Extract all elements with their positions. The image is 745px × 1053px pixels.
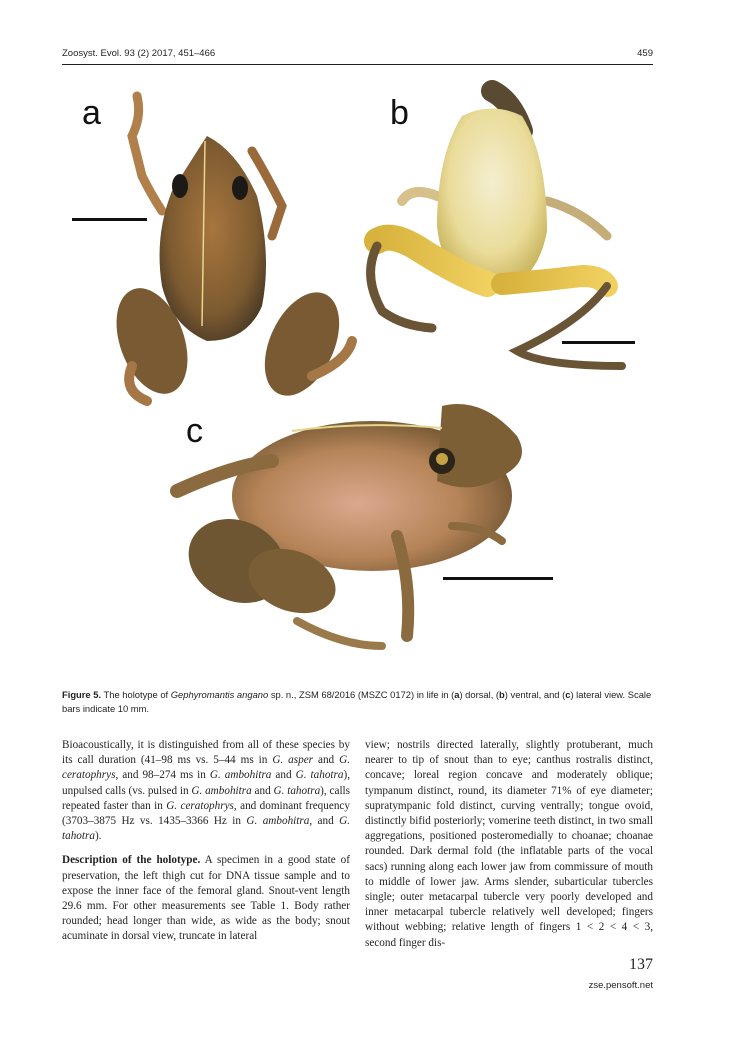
paragraph-bioacoustics — [62, 738, 350, 844]
frog-photographs — [62, 76, 653, 674]
header-rule — [62, 64, 653, 65]
text-run: and — [251, 784, 274, 797]
scale-bar-c — [443, 577, 553, 580]
panel-label-a: a — [82, 94, 101, 132]
caption-text: ) lateral view. Scale bars indicate 10 mm. — [62, 689, 652, 714]
text-run: , and 98–274 ms in — [115, 769, 210, 782]
body-column-right — [365, 738, 653, 951]
caption-species: Gephyromantis angano — [170, 689, 269, 700]
caption-ref-c: c — [565, 689, 571, 700]
species-name: G. tahotra — [295, 769, 344, 782]
panel-label-c: c — [186, 412, 203, 450]
species-name: G. tahotra — [273, 784, 321, 797]
caption-text: ) dorsal, ( — [459, 689, 500, 700]
text-run: ), unpulsed calls (vs. pulsed in — [62, 769, 351, 797]
species-name: G. ambohitra — [191, 784, 252, 797]
text-run: A specimen in a good state of preservation, the left thigh cut for DNA tissue sample and to expose the inner face of the femoral gland. Snout-vent length 29.6 mm. For other measurements see Table 1. Body rather rounded; head longer than wide, as wide as the body; snout acuminate in dorsal view, truncate in lateral — [62, 854, 350, 943]
body-column-left — [62, 738, 350, 945]
journal-page-number: 459 — [637, 48, 653, 59]
footer-page-number: 137 — [629, 956, 653, 973]
text-run: ). — [94, 830, 102, 843]
species-name: G. ceratophrys — [62, 754, 350, 782]
caption-text: The holotype of — [101, 689, 171, 700]
text-run: , and dominant frequency (3703–3875 Hz vs. 1435–3366 Hz in — [62, 799, 350, 828]
species-name: G. ceratophrys — [166, 799, 234, 812]
figure-5 — [62, 76, 653, 674]
journal-citation: Zoosyst. Evol. 93 (2) 2017, 451–466 — [62, 48, 216, 59]
panel-c-lateral-view — [175, 404, 553, 646]
scale-bar-b — [562, 341, 635, 344]
caption-text: ) ventral, and ( — [504, 689, 566, 700]
species-name: G. ambohitra — [246, 815, 310, 828]
panel-b-ventral-view — [371, 91, 635, 366]
scale-bar-a — [72, 218, 147, 221]
text-run: and — [271, 769, 296, 782]
species-name: G. asper — [272, 754, 314, 767]
paragraph-holotype-description — [62, 853, 350, 944]
species-name: G. tahotra — [62, 815, 350, 843]
caption-label: Figure 5. — [62, 689, 102, 700]
panel-a-dorsal-view — [72, 96, 354, 407]
caption-ref-a: a — [454, 689, 460, 700]
text-run: ), calls repeated faster than in — [62, 784, 351, 812]
text-run: Bioacoustically, it is distinguished from all of these species by its call duration (41–98 ms vs. 5–44 ms in — [62, 739, 350, 767]
paragraph-description-continued: view; nostrils directed laterally, slightly protuberant, much nearer to tip of snout than to eye; canthus rostralis distinct, concave; loreal region concave and moderately oblique; tympanum distinct, round, its diameter 71% of eye diameter; supratympanic fold distinct, curving ventrally; tongue ovoid, distinctly bifid posteriorly; vomerine teeth distinct, in two small aggregations, positioned posteromedially to choanae; choanae rounded. Dark dermal fold (the inflatable parts of the vocal sacs) running along each lower jaw from commissure of mouth to middle of lower jaw. Arms slender, subarticular tubercles single; outer metacarpal tubercle very poorly developed and inner metacarpal tubercle relatively well developed; fingers without webbing; relative length of fingers 1 < 2 < 4 < 3, second finger dis- — [365, 739, 653, 949]
panel-label-b: b — [390, 94, 409, 132]
text-run: , and — [309, 815, 340, 828]
section-heading: Description of the holotype. — [62, 854, 201, 867]
figure-caption — [62, 688, 653, 715]
species-name: G. ambohitra — [209, 769, 272, 782]
caption-ref-b: b — [499, 689, 505, 700]
footer-url: zse.pensoft.net — [588, 980, 653, 991]
running-header — [62, 46, 653, 62]
text-run: and — [313, 754, 340, 767]
caption-text: sp. n., ZSM 68/2016 (MSZC 0172) in life in ( — [268, 689, 455, 700]
